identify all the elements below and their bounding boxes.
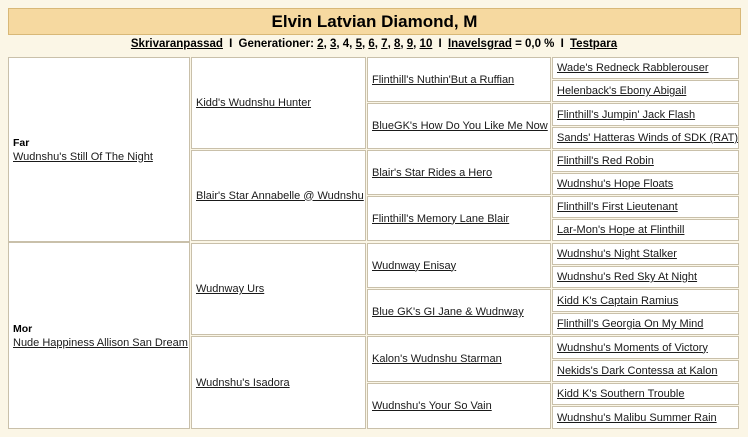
ancestor-link[interactable]: Nekids's Dark Contessa at Kalon	[557, 365, 718, 377]
pedigree-cell-gen4	[552, 383, 739, 405]
generation-link[interactable]: 9	[406, 38, 414, 50]
pedigree-cell-gen4	[552, 243, 739, 265]
pedigree-cell-gen4	[552, 336, 739, 359]
pedigree-cell-gen2	[191, 243, 366, 335]
ancestor-link[interactable]: Wudnshu's Your So Vain	[372, 400, 492, 412]
ancestor-link[interactable]: Lar-Mon's Hope at Flinthill	[557, 224, 685, 236]
ancestor-link[interactable]: Wudnshu's Isadora	[196, 376, 290, 389]
pedigree-cell-gen4	[552, 313, 739, 335]
ancestor-link[interactable]: Blue GK's GI Jane & Wudnway	[372, 306, 524, 318]
ancestor-link[interactable]: Flinthill's Red Robin	[557, 155, 654, 167]
pedigree-cell-gen3	[367, 336, 551, 382]
pedigree-cell-gen3	[367, 103, 551, 149]
generation-link[interactable]: 6	[368, 38, 375, 50]
generation-link[interactable]: 7	[381, 38, 388, 50]
ancestor-link[interactable]: Wudnway Urs	[196, 283, 265, 295]
pedigree-cell-gen4	[552, 127, 739, 149]
generation-links: 2, 3, 4, 5, 6, 7, 8, 9, 10	[317, 38, 433, 50]
pedigree-cell-gen4	[552, 173, 739, 195]
pedigree-cell-gen3	[367, 289, 551, 335]
ancestor-link[interactable]: Helenback's Ebony Abigail	[557, 85, 687, 97]
pedigree-cell-gen3	[367, 196, 551, 241]
pedigree-cell-gen4	[552, 219, 739, 241]
ancestor-link[interactable]: Kidd's Wudnshu Hunter	[196, 97, 312, 109]
pedigree-cell-gen4	[552, 80, 739, 102]
pedigree-cell-gen4	[552, 289, 739, 312]
pedigree-cell-gen3	[367, 150, 551, 195]
generation-link[interactable]: 8	[393, 38, 401, 50]
separator: I	[229, 38, 233, 50]
generation-link[interactable]: 3	[329, 38, 337, 50]
mother-name-link[interactable]: Nude Happiness Allison San Dream	[13, 336, 188, 349]
separator: I	[560, 38, 564, 50]
ancestor-link[interactable]: Flinthill's First Lieutenant	[557, 201, 678, 213]
ancestor-link[interactable]: Kidd K's Southern Trouble	[557, 388, 685, 400]
pedigree-cell-gen4	[552, 57, 739, 79]
pedigree-cell-gen4	[552, 266, 739, 288]
pedigree-cell-gen3	[367, 57, 551, 102]
generation-link[interactable]: 10	[419, 38, 433, 50]
page-title: Elvin Latvian Diamond, M	[271, 11, 478, 31]
ancestor-link[interactable]: Blair's Star Rides a Hero	[372, 166, 493, 179]
ancestor-link[interactable]: Kidd K's Captain Ramius	[557, 294, 679, 307]
mother-role-label: Mor	[13, 322, 33, 335]
father-role-label: Far	[13, 136, 30, 149]
pedigree-cell-gen4	[552, 406, 739, 429]
ancestor-link[interactable]: Wudnshu's Night Stalker	[557, 248, 677, 260]
generations-label: Generationer:	[238, 38, 314, 50]
ancestor-link[interactable]: Wudnshu's Malibu Summer Rain	[557, 411, 717, 424]
pedigree-cell-gen4	[552, 150, 739, 172]
inbreeding-value: = 0,0 %	[515, 38, 555, 50]
separator: I	[438, 38, 442, 50]
pedigree-cell-gen4	[552, 103, 739, 126]
pedigree-cell-gen2	[191, 336, 366, 429]
ancestor-link[interactable]: Sands' Hatteras Winds of SDK (RAT)	[557, 132, 739, 144]
pedigree-cell-mother	[8, 242, 190, 429]
generation-link[interactable]: 5	[355, 38, 362, 50]
page-title-bar	[8, 8, 741, 35]
generation-link: 4	[342, 38, 350, 50]
ancestor-link[interactable]: Flinthill's Georgia On My Mind	[557, 318, 704, 330]
pedigree-cell-father	[8, 57, 190, 242]
inbreeding-link[interactable]: Inavelsgrad	[447, 38, 512, 50]
ancestor-link[interactable]: Flinthill's Jumpin' Jack Flash	[557, 108, 696, 121]
father-name-link[interactable]: Wudnshu's Still Of The Night	[13, 150, 153, 163]
ancestor-link[interactable]: Flinthill's Memory Lane Blair	[372, 212, 510, 225]
toolbar	[0, 38, 748, 54]
pedigree-cell-gen3	[367, 243, 551, 288]
pedigree-cell-gen4	[552, 196, 739, 218]
pedigree-cell-gen4	[552, 360, 739, 382]
ancestor-link[interactable]: Flinthill's Nuthin'But a Ruffian	[372, 73, 515, 86]
ancestor-link[interactable]: Wudnshu's Moments of Victory	[557, 341, 708, 354]
pedigree-cell-gen2	[191, 57, 366, 149]
print-friendly-link[interactable]: Skrivaranpassad	[130, 38, 223, 50]
ancestor-link[interactable]: Wudnshu's Hope Floats	[557, 178, 674, 190]
ancestor-link[interactable]: Wade's Redneck Rabblerouser	[557, 62, 709, 74]
ancestor-link[interactable]: Wudnshu's Red Sky At Night	[557, 271, 698, 283]
test-pair-link[interactable]: Testpara	[570, 38, 618, 50]
pedigree-cell-gen2	[191, 150, 366, 241]
generation-link[interactable]: 2	[317, 38, 324, 50]
ancestor-link[interactable]: Blair's Star Annabelle @ Wudnshu	[196, 189, 364, 202]
ancestor-link[interactable]: Kalon's Wudnshu Starman	[372, 353, 502, 365]
pedigree-cell-gen3	[367, 383, 551, 429]
ancestor-link[interactable]: Wudnway Enisay	[372, 259, 457, 272]
ancestor-link[interactable]: BlueGK's How Do You Like Me Now	[372, 120, 548, 132]
